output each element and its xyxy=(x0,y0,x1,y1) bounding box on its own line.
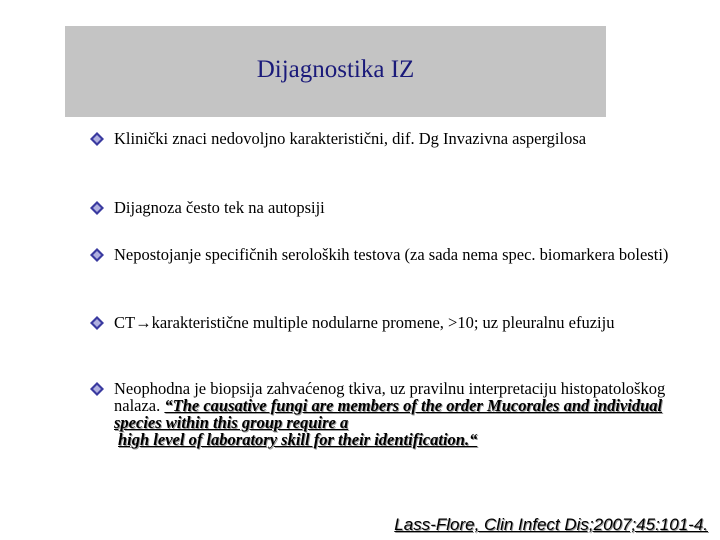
bullet-text: Nepostojanje specifičnih seroloških testova (za sada nema spec. biomarkera bolesti) xyxy=(114,245,669,264)
diamond-bullet-icon xyxy=(90,132,104,146)
bullet-text: Neophodna je biopsija zahvaćenog tkiva, uz pravilnu interpretaciju histopatološkog nalaza. xyxy=(114,379,666,415)
bullet-item xyxy=(90,314,680,331)
title-box xyxy=(65,26,606,117)
bullet-item xyxy=(90,199,680,216)
bullet-text: CT→karakteristične multiple nodularne promene, >10; uz pleuralnu efuziju xyxy=(114,313,615,332)
quote-text: “The causative fungi are members of the order Mucorales and individual species within this group require a xyxy=(114,396,663,432)
bullet-text-with-quote xyxy=(114,380,680,448)
bullet-item xyxy=(90,246,680,263)
diamond-bullet-icon xyxy=(90,201,104,215)
diamond-bullet-icon xyxy=(90,248,104,262)
quote-text-continued: high level of laboratory skill for their identification.“ xyxy=(118,430,478,449)
diamond-bullet-icon xyxy=(90,316,104,330)
bullet-text: Klinički znaci nedovoljno karakteristični, dif. Dg Invazivna aspergilosa xyxy=(114,129,587,148)
slide-title: Dijagnostika IZ xyxy=(256,56,415,83)
citation: Lass-Flore, Clin Infect Dis;2007;45:101-4. xyxy=(394,515,708,534)
bullet-text: Dijagnoza često tek na autopsiji xyxy=(114,198,325,217)
bullet-item xyxy=(90,130,680,147)
diamond-bullet-icon xyxy=(90,382,104,396)
bullet-item xyxy=(90,380,680,448)
